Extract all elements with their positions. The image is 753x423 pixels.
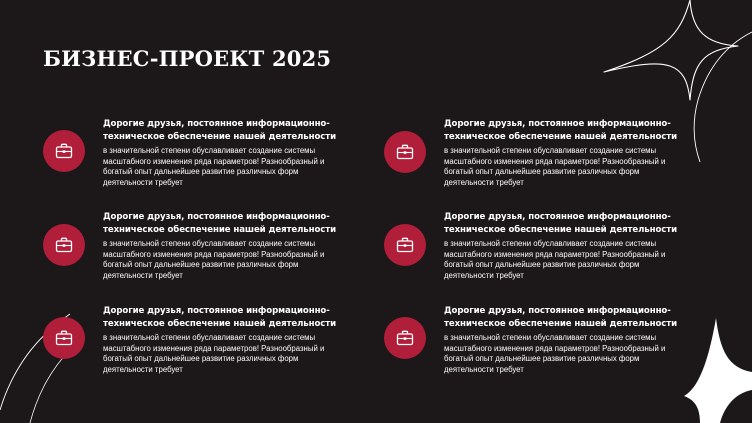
feature-item (43, 118, 373, 208)
item-body: в значительной степени обуславливает создание системы масштабного изменения ряда параметров! Разнообразный и богатый опыт дальнейшее развитие различных форм деятельности требует (444, 239, 666, 280)
feature-item (384, 211, 714, 301)
outline-sparkle-icon (604, 0, 738, 100)
slide-title: БИЗНЕС-ПРОЕКТ 2025 (43, 46, 332, 71)
icon-circle (384, 131, 426, 173)
item-heading: Дорогие друзья, постоянное информационно-техническое обеспечение нашей деятельности (444, 119, 678, 142)
feature-item (43, 305, 373, 395)
item-heading: Дорогие друзья, постоянное информационно-техническое обеспечение нашей деятельности (444, 212, 678, 235)
item-body: в значительной степени обуславливает создание системы масштабного изменения ряда параметров! Разнообразный и богатый опыт дальнейшее развитие различных форм деятельности требует (444, 146, 666, 187)
briefcase-icon (396, 144, 414, 160)
briefcase-icon (396, 330, 414, 346)
icon-circle (384, 317, 426, 359)
item-heading: Дорогие друзья, постоянное информационно-техническое обеспечение нашей деятельности (444, 306, 678, 329)
icon-circle (43, 317, 85, 359)
item-heading: Дорогие друзья, постоянное информационно-техническое обеспечение нашей деятельности (103, 119, 337, 142)
icon-circle (384, 224, 426, 266)
item-body: в значительной степени обуславливает создание системы масштабного изменения ряда параметров! Разнообразный и богатый опыт дальнейшее развитие различных форм деятельности требует (444, 333, 666, 374)
briefcase-icon (55, 237, 73, 253)
icon-circle (43, 224, 85, 266)
feature-item (43, 211, 373, 301)
item-body: в значительной степени обуславливает создание системы масштабного изменения ряда параметров! Разнообразный и богатый опыт дальнейшее развитие различных форм деятельности требует (103, 239, 325, 280)
briefcase-icon (55, 143, 73, 159)
briefcase-icon (396, 237, 414, 253)
item-body: в значительной степени обуславливает создание системы масштабного изменения ряда параметров! Разнообразный и богатый опыт дальнейшее развитие различных форм деятельности требует (103, 333, 325, 374)
feature-item (384, 305, 714, 395)
item-heading: Дорогие друзья, постоянное информационно-техническое обеспечение нашей деятельности (103, 306, 337, 329)
item-heading: Дорогие друзья, постоянное информационно-техническое обеспечение нашей деятельности (103, 212, 337, 235)
briefcase-icon (55, 330, 73, 346)
item-body: в значительной степени обуславливает создание системы масштабного изменения ряда параметров! Разнообразный и богатый опыт дальнейшее развитие различных форм деятельности требует (103, 146, 325, 187)
feature-item (384, 118, 714, 208)
icon-circle (43, 130, 85, 172)
